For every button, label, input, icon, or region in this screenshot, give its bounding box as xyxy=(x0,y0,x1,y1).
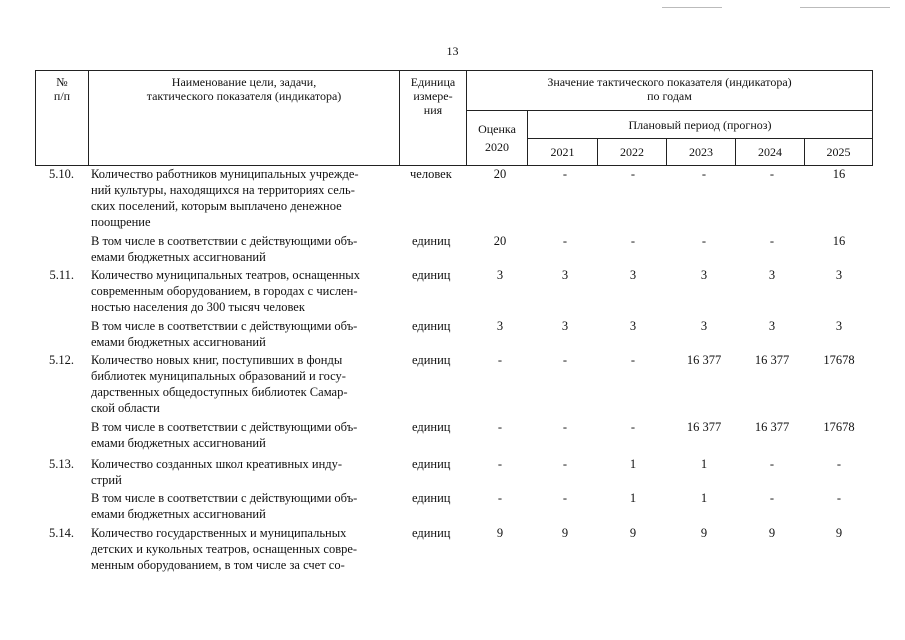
value-year-2025: 17678 xyxy=(823,420,855,434)
value-year-2024: 16 377 xyxy=(754,420,790,434)
indicator-name: В том числе в соответствии с действующими объ- емами бюджетных ассигнований xyxy=(91,234,358,264)
value-estimate-2020: 20 xyxy=(493,234,507,248)
value-year-2025: 3 xyxy=(835,319,843,333)
indicator-name: В том числе в соответствии с действующими объ- емами бюджетных ассигнований xyxy=(91,491,358,521)
header-year-label: 2025 xyxy=(826,145,851,159)
value-year-2021: 3 xyxy=(561,319,569,333)
indicator-name: Количество созданных школ креативных инду- стрий xyxy=(91,457,343,487)
header-year xyxy=(597,138,667,166)
unit-of-measure: единиц xyxy=(412,457,451,471)
row-number: 5.12. xyxy=(49,353,74,367)
header-unit xyxy=(399,70,467,166)
value-year-2023: 1 xyxy=(700,491,708,505)
unit-of-measure: единиц xyxy=(412,420,451,434)
header-unit-label: Единица измере- ния xyxy=(410,75,456,117)
unit-of-measure: единиц xyxy=(412,526,451,540)
value-year-2021: - xyxy=(562,457,568,471)
unit-of-measure: единиц xyxy=(412,353,451,367)
indicator-name: Количество государственных и муниципальных детских и кукольных театров, оснащенных совре- менным оборудованием, в том числе за счет со- xyxy=(91,526,358,572)
value-estimate-2020: - xyxy=(497,420,503,434)
value-year-2024: - xyxy=(769,167,775,181)
value-year-2023: - xyxy=(701,234,707,248)
indicator-name: Количество новых книг, поступивших в фонды библиотек муниципальных образований и госу- дарственных общедоступных библиотек Самар- ской области xyxy=(91,353,348,415)
value-year-2021: 3 xyxy=(561,268,569,282)
value-year-2024: - xyxy=(769,457,775,471)
value-year-2021: - xyxy=(562,353,568,367)
row-number: 5.13. xyxy=(49,457,74,471)
scan-mark xyxy=(800,7,890,8)
unit-of-measure: единиц xyxy=(412,491,451,505)
header-num xyxy=(35,70,89,166)
header-year-label: 2023 xyxy=(689,145,713,159)
header-year xyxy=(527,138,598,166)
header-value-group-label: Значение тактического показателя (индикатора) по годам xyxy=(547,75,792,103)
page-number: 13 xyxy=(446,44,459,58)
value-year-2021: - xyxy=(562,234,568,248)
value-year-2024: 9 xyxy=(768,526,776,540)
value-estimate-2020: 9 xyxy=(496,526,504,540)
unit-of-measure: единиц xyxy=(412,268,451,282)
value-year-2022: 1 xyxy=(629,491,637,505)
row-number: 5.11. xyxy=(49,268,74,282)
header-num-label: № п/п xyxy=(53,75,71,103)
indicator-name: В том числе в соответствии с действующими объ- емами бюджетных ассигнований xyxy=(91,420,358,450)
header-name-label: Наименование цели, задачи, тактического показателя (индикатора) xyxy=(146,75,342,103)
header-name xyxy=(88,70,400,166)
header-plan-period xyxy=(527,110,873,139)
header-year xyxy=(666,138,736,166)
unit-of-measure: единиц xyxy=(412,234,451,248)
header-value-group xyxy=(466,70,873,111)
value-estimate-2020: 3 xyxy=(496,319,504,333)
row-number: 5.10. xyxy=(49,167,74,181)
header-year-label: 2021 xyxy=(550,145,575,159)
value-year-2022: 3 xyxy=(629,319,637,333)
value-year-2023: - xyxy=(701,167,707,181)
value-year-2022: 9 xyxy=(629,526,637,540)
value-year-2023: 16 377 xyxy=(686,420,722,434)
value-year-2022: - xyxy=(630,234,636,248)
value-year-2022: 1 xyxy=(629,457,637,471)
value-year-2024: - xyxy=(769,234,775,248)
value-year-2021: - xyxy=(562,167,568,181)
value-year-2025: - xyxy=(836,491,842,505)
value-estimate-2020: - xyxy=(497,491,503,505)
indicator-name: В том числе в соответствии с действующими объ- емами бюджетных ассигнований xyxy=(91,319,358,349)
header-year xyxy=(735,138,805,166)
value-year-2021: - xyxy=(562,420,568,434)
value-year-2021: 9 xyxy=(561,526,569,540)
value-year-2023: 1 xyxy=(700,457,708,471)
header-year xyxy=(804,138,873,166)
value-year-2023: 3 xyxy=(700,319,708,333)
value-year-2021: - xyxy=(562,491,568,505)
header-year-label: 2022 xyxy=(620,145,644,159)
unit-of-measure: человек xyxy=(410,167,452,181)
value-year-2025: 3 xyxy=(835,268,843,282)
value-year-2022: - xyxy=(630,353,636,367)
value-estimate-2020: - xyxy=(497,353,503,367)
value-year-2025: - xyxy=(836,457,842,471)
row-number: 5.14. xyxy=(49,526,74,540)
scan-mark xyxy=(662,7,722,8)
value-estimate-2020: 20 xyxy=(493,167,507,181)
value-year-2023: 3 xyxy=(700,268,708,282)
value-year-2023: 16 377 xyxy=(686,353,722,367)
value-year-2025: 16 xyxy=(832,167,846,181)
value-year-2025: 17678 xyxy=(823,353,855,367)
indicator-name: Количество работников муниципальных учрежде- ний культуры, находящихся на территориях сель- ских поселений, которым выплачено денежное поощрение xyxy=(91,167,359,229)
unit-of-measure: единиц xyxy=(412,319,451,333)
value-year-2024: 3 xyxy=(768,319,776,333)
value-estimate-2020: 3 xyxy=(496,268,504,282)
value-year-2022: - xyxy=(630,167,636,181)
header-estimate-label: Оценка 2020 xyxy=(478,122,516,154)
value-year-2025: 9 xyxy=(835,526,843,540)
value-year-2024: - xyxy=(769,491,775,505)
value-estimate-2020: - xyxy=(497,457,503,471)
value-year-2025: 16 xyxy=(832,234,846,248)
header-year-label: 2024 xyxy=(758,145,782,159)
value-year-2022: - xyxy=(630,420,636,434)
value-year-2023: 9 xyxy=(700,526,708,540)
value-year-2024: 3 xyxy=(768,268,776,282)
value-year-2022: 3 xyxy=(629,268,637,282)
indicator-name: Количество муниципальных театров, оснащенных современным оборудованием, в городах с числен- ностью населения до 300 тысяч человек xyxy=(91,268,360,314)
value-year-2024: 16 377 xyxy=(754,353,790,367)
header-estimate xyxy=(466,110,528,166)
header-plan-period-label: Плановый период (прогноз) xyxy=(628,117,772,132)
